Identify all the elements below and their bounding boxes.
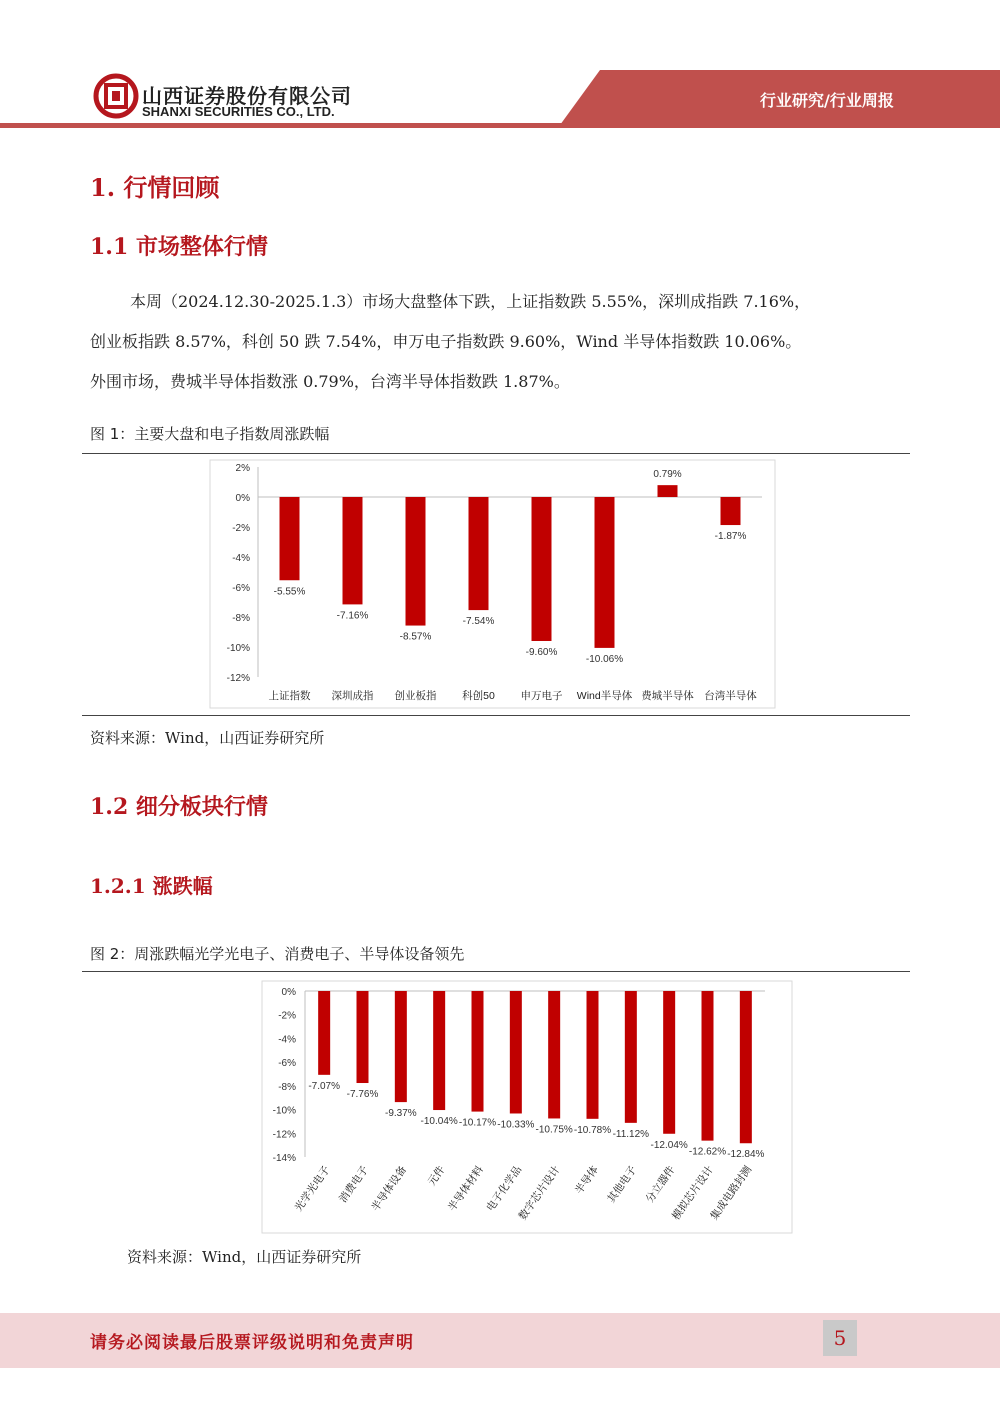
chart-2-x-tick-label: 半导体设备 — [369, 1163, 410, 1214]
chart-2-data-label: -12.62% — [688, 1146, 727, 1158]
chart-1-y-tick-label: -12% — [226, 673, 250, 684]
chart-2-bar — [433, 991, 445, 1110]
chart-1-y-tick-label: 2% — [235, 463, 250, 474]
report-category: 行业研究/行业周报 — [760, 91, 894, 110]
chart-1-data-label: -8.57% — [399, 631, 432, 643]
chart-1-data-label: -9.60% — [525, 647, 558, 658]
chart-1-bar — [343, 497, 363, 604]
chart-1-y-tick-label: -10% — [226, 643, 250, 654]
chart-1-x-tick-label: 创业板指 — [394, 690, 437, 702]
chart-2-x-tick-label: 其他电子 — [605, 1163, 640, 1206]
chart-1-bar — [658, 485, 678, 497]
chart-1-data-label: -5.55% — [273, 586, 306, 598]
chart-1-y-tick-label: -6% — [232, 583, 250, 594]
chart-2-data-label: -10.75% — [535, 1124, 573, 1136]
chart-2-x-tick-label: 模拟芯片设计 — [669, 1163, 716, 1223]
section-title-1-2: 1.2 细分板块行情 — [90, 794, 268, 820]
page-header — [0, 0, 1000, 130]
chart-2-bar — [395, 991, 407, 1102]
chart-2-data-label: -11.12% — [612, 1128, 650, 1140]
paragraph-line-3: 外围市场，费城半导体指数涨 0.79%，台湾半导体指数跌 1.87%。 — [90, 372, 570, 391]
paragraph-line-1: 本周（2024.12.30-2025.1.3）市场大盘整体下跌，上证指数跌 5.55%，深圳成指跌 7.16%， — [130, 292, 811, 311]
chart-1-data-label: -7.16% — [336, 610, 369, 622]
chart-2-x-tick-label: 光学光电子 — [292, 1163, 333, 1214]
section-title-1-2-1: 1.2.1 涨跌幅 — [90, 874, 213, 898]
chart-1-y-tick-label: -4% — [232, 553, 250, 564]
chart-2-data-label: -10.78% — [573, 1124, 612, 1136]
company-name-cn: 山西证券股份有限公司 — [142, 84, 352, 108]
chart-1-bar — [469, 497, 489, 610]
chart-2-y-tick-label: -10% — [272, 1105, 296, 1117]
chart-2-bar — [357, 991, 369, 1083]
figure-1-chart — [0, 455, 1000, 715]
chart-2-x-tick-label: 元件 — [425, 1163, 448, 1188]
chart-1-x-tick-label: 上证指数 — [268, 690, 311, 702]
chart-2-bar — [663, 991, 675, 1134]
chart-2-x-tick-label: 集成电路封测 — [708, 1163, 755, 1223]
chart-1-x-tick-label: 科创50 — [462, 690, 495, 702]
chart-2-data-label: -9.37% — [384, 1108, 417, 1120]
chart-1-x-tick-label: Wind半导体 — [576, 690, 633, 702]
chart-1-bar — [721, 497, 741, 525]
chart-2-x-tick-label: 消费电子 — [337, 1163, 371, 1206]
company-name-en: SHANXI SECURITIES CO., LTD. — [142, 104, 335, 119]
chart-2-x-tick-label: 数字芯片设计 — [516, 1163, 563, 1223]
page-number: 5 — [823, 1320, 857, 1356]
figure-2-top-rule — [82, 971, 910, 972]
chart-1-y-tick-label: -8% — [232, 613, 250, 624]
chart-1-data-label: 0.79% — [653, 469, 682, 481]
chart-2-bar — [587, 991, 599, 1119]
chart-1-bar — [280, 497, 300, 580]
chart-2-bar — [318, 991, 330, 1075]
figure-2-source: 资料来源：Wind，山西证券研究所 — [127, 1248, 362, 1266]
footer-disclaimer: 请务必阅读最后股票评级说明和免责声明 — [90, 1333, 414, 1353]
chart-1-data-label: -7.54% — [462, 616, 495, 628]
chart-2-x-tick-label: 半导体材料 — [446, 1163, 486, 1214]
chart-1-data-label: -1.87% — [714, 531, 747, 543]
chart-2-y-tick-label: -6% — [278, 1058, 296, 1070]
paragraph-line-2: 创业板指跌 8.57%，科创 50 跌 7.54%，申万电子指数跌 9.60%，Wind 半导体指数跌 10.06%。 — [90, 332, 802, 351]
chart-2-data-label: -10.33% — [497, 1119, 535, 1131]
chart-2-data-label: -10.17% — [458, 1117, 497, 1129]
chart-2-y-tick-label: -8% — [278, 1081, 296, 1093]
chart-2-bar — [740, 991, 752, 1143]
chart-2-x-tick-label: 电子化学品 — [484, 1163, 525, 1214]
body-paragraph — [90, 282, 920, 402]
chart-2-y-tick-label: -2% — [278, 1010, 296, 1022]
figure-2-chart — [0, 973, 1000, 1238]
chart-1-x-tick-label: 申万电子 — [520, 690, 563, 702]
company-logo-icon — [92, 72, 140, 120]
chart-2-data-label: -12.04% — [650, 1139, 688, 1151]
chart-2-data-label: -7.07% — [308, 1080, 341, 1092]
chart-2-data-label: -12.84% — [727, 1149, 765, 1161]
chart-2-y-tick-label: -14% — [272, 1153, 296, 1164]
chart-1-bar — [406, 497, 426, 626]
chart-2-x-tick-label: 分立器件 — [643, 1163, 678, 1206]
chart-1-bar — [532, 497, 552, 641]
figure-1-title: 图 1：主要大盘和电子指数周涨跌幅 — [90, 425, 330, 443]
figure-2-title: 图 2：周涨跌幅光学光电子、消费电子、半导体设备领先 — [90, 945, 465, 963]
chart-1-x-tick-label: 费城半导体 — [641, 690, 694, 702]
chart-2-y-tick-label: 0% — [281, 987, 296, 998]
chart-2-x-tick-label: 半导体 — [573, 1163, 601, 1197]
section-title-1: 1. 行情回顾 — [90, 173, 220, 202]
chart-1-bar — [595, 497, 615, 648]
chart-1-x-tick-label: 深圳成指 — [331, 690, 374, 702]
chart-2-y-tick-label: -4% — [278, 1034, 296, 1046]
figure-1-top-rule — [82, 453, 910, 454]
chart-2-data-label: -7.76% — [346, 1089, 379, 1101]
chart-2-bar — [548, 991, 560, 1118]
chart-2-bar — [625, 991, 637, 1123]
chart-1-x-tick-label: 台湾半导体 — [704, 690, 757, 702]
figure-1-source: 资料来源：Wind，山西证券研究所 — [90, 729, 325, 747]
chart-2-bar — [702, 991, 714, 1141]
section-title-1-1: 1.1 市场整体行情 — [90, 234, 268, 260]
chart-2-y-tick-label: -12% — [272, 1129, 296, 1141]
chart-1-y-tick-label: 0% — [235, 493, 250, 504]
chart-2-bar — [472, 991, 484, 1112]
chart-1-y-tick-label: -2% — [232, 523, 250, 534]
chart-1-data-label: -10.06% — [585, 653, 624, 665]
chart-2-bar — [510, 991, 522, 1113]
figure-1-bottom-rule — [82, 715, 910, 716]
chart-2-data-label: -10.04% — [420, 1116, 458, 1128]
